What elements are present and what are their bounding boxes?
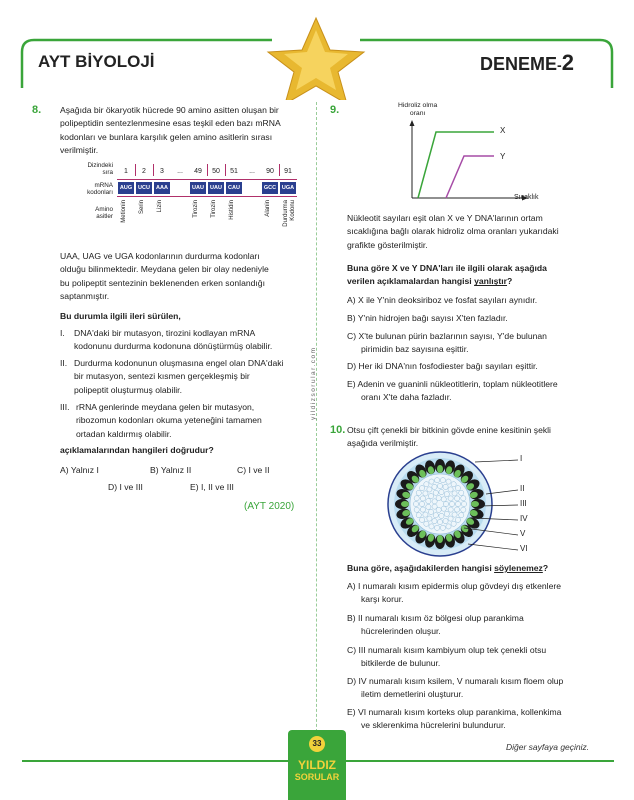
codon-column xyxy=(171,160,189,240)
graph-ylabel: Hidroliz olma xyxy=(398,102,438,109)
amino-acid-cell: Durdurma Kodonu xyxy=(283,200,296,227)
q10-ask: Buna göre, aşağıdakilerden hangisi söylenemez? xyxy=(347,563,549,573)
codon-cell: UGA xyxy=(280,182,296,194)
codon-column xyxy=(189,160,207,240)
order-cell: 51 xyxy=(230,168,238,175)
q8-option-a[interactable]: A) Yalnız I xyxy=(60,465,99,475)
next-page-note: Diğer sayfaya geçiniz. xyxy=(506,742,590,752)
codon-cell: UAU xyxy=(208,182,224,194)
amino-acid-cell: Tirozin xyxy=(211,200,217,218)
order-cell: 49 xyxy=(194,168,202,175)
q8-option-b[interactable]: B) Yalnız II xyxy=(150,465,192,475)
q10-option-b[interactable]: B) II numaralı kısım öz bölgesi olup parankima hücrelerinden oluşur. xyxy=(347,613,524,637)
codon-column xyxy=(225,160,243,240)
q10-stem: Otsu çift çenekli bir bitkinin gövde enine kesitinin şekli aşağıda verilmiştir. xyxy=(347,425,551,449)
q8-paragraph: UAA, UAG ve UGA kodonlarının durdurma kodonları olduğu bilinmektedir. Meydana gelen bir olay nedeniyle bu polipeptit sentezinin beklenenden erken sonlandığı saptanmıştır. xyxy=(60,251,269,301)
order-cell: 2 xyxy=(142,168,146,175)
q9-ask: Buna göre X ve Y DNA'ları ile ilgili olarak aşağıda verilen açıklamalardan hangisi yanlıştır? xyxy=(347,263,547,287)
amino-acid-cell: Alanin xyxy=(265,200,271,217)
question-number: 10. xyxy=(330,424,346,436)
q9-option-b[interactable]: B) Y'nin hidrojen bağı sayısı X'ten fazladır. xyxy=(347,313,508,323)
question-stem: Aşağıda bir ökaryotik hücrede 90 amino asitten oluşan bir polipeptidin sentezlenmesine esas teşkil eden bazı mRNA kodonları ve bunlara karşılık gelen amino asitlerin sırası verilmiştir. xyxy=(60,105,281,155)
q9-option-e[interactable]: E) Adenin ve guaninli nükleotitlerin, toplam nükleotitlere oranı X'te daha fazladır. xyxy=(347,379,558,403)
q10-option-a[interactable]: A) I numaralı kısım epidermis olup gövdeyi dış etkenlere karşı korur. xyxy=(347,581,561,605)
q9-option-d[interactable]: D) Her iki DNA'nın fosfodiester bağı sayıları eşittir. xyxy=(347,361,538,371)
question-number: 9. xyxy=(330,104,340,116)
order-cell: ... xyxy=(177,168,183,175)
series-x-label: X xyxy=(500,126,506,135)
q8-option-c[interactable]: C) I ve II xyxy=(237,465,270,475)
q10-option-d[interactable]: D) IV numaralı kısım ksilem, V numaralı kısım floem olup iletim demetlerini oluşturur. xyxy=(347,676,564,700)
amino-acid-cell: Metionin xyxy=(121,200,127,223)
q8-ask: açıklamalarından hangileri doğrudur? xyxy=(60,445,214,455)
question-number: 8. xyxy=(32,104,42,116)
codon-column xyxy=(135,160,153,240)
graph-xlabel: Sıcaklık xyxy=(514,194,539,201)
codon-column xyxy=(243,160,261,240)
column-divider xyxy=(316,102,317,752)
q9-stem: Nükleotit sayıları eşit olan X ve Y DNA'larının ortam sıcaklığına bağlı olarak hidroliz olma oranları yukarıdaki grafikte gösterilmiştir. xyxy=(347,213,559,250)
q10-option-e[interactable]: E) VI numaralı kısım korteks olup parankima, kollenkima ve sklerenkima hücrelerini bulundurur. xyxy=(347,707,562,731)
q8-option-d[interactable]: D) I ve III xyxy=(108,482,143,492)
codon-cell: CAU xyxy=(226,182,242,194)
statement-2: II. Durdurma kodonunun oluşmasına engel olan DNA'daki bir mutasyon, sentezi kısmen gerçekleşmiş bir polipeptit oluşturmuş olabilir. xyxy=(60,358,284,395)
codon-cell: AUG xyxy=(118,182,134,194)
series-y-line xyxy=(446,156,494,198)
pith-region xyxy=(410,474,470,534)
exam-title: DENEME-2 xyxy=(480,50,574,75)
order-cell: 50 xyxy=(212,168,220,175)
codon-cell: GCC xyxy=(262,182,278,194)
series-y-label: Y xyxy=(500,152,506,161)
codon-cell: AAA xyxy=(154,182,170,194)
page-number: 33 xyxy=(309,736,325,752)
q9-option-c[interactable]: C) X'te bulunan pürin bazlarının sayısı, Y'de bulunan pirimidin baz sayısına eşittir. xyxy=(347,331,547,355)
stem-cross-section: I II III IV V VI xyxy=(380,448,560,558)
codon-cell: UAU xyxy=(190,182,206,194)
side-url: yildizsorular.com xyxy=(310,346,317,420)
q10-option-c[interactable]: C) III numaralı kısım kambiyum olup tek çenekli otsu bitkilerde de bulunur. xyxy=(347,645,547,669)
codon-table: Dizindeki sıra mRNA kodonları Amino asitler 1 AUG Metionin 2 UCU Serin 3 AAA Lizin ... 49 UAU Tirozin 50 UAU Tirozin 51 CAU Histidin ... 90 GCC Alanin 91 UGA Durdurma Kodonu xyxy=(60,160,300,240)
codon-column xyxy=(207,160,225,240)
series-x-line xyxy=(418,132,494,198)
footer-logo: 33 YILDIZ SORULAR xyxy=(288,730,346,800)
q8-lead: Bu durumla ilgili ileri sürülen, xyxy=(60,311,181,321)
q9-option-a[interactable]: A) X ile Y'nin deoksiriboz ve fosfat sayıları aynıdır. xyxy=(347,295,538,305)
codon-column xyxy=(153,160,171,240)
amino-acid-cell: Tirozin xyxy=(193,200,199,218)
codon-cell: UCU xyxy=(136,182,152,194)
subject-title: AYT BİYOLOJİ xyxy=(38,52,155,71)
order-cell: 91 xyxy=(284,168,292,175)
codon-column xyxy=(261,160,279,240)
order-cell: 3 xyxy=(160,168,164,175)
hydrolysis-graph: Hidroliz olma oranı X Y Sıcaklık xyxy=(398,102,539,201)
codon-column xyxy=(117,160,135,240)
order-cell: 1 xyxy=(124,168,128,175)
amino-acid-cell: Lizin xyxy=(157,200,163,213)
codon-column xyxy=(279,160,297,240)
amino-acid-cell: Serin xyxy=(139,200,145,215)
source-label: (AYT 2020) xyxy=(244,501,295,512)
q8-option-e[interactable]: E) I, II ve III xyxy=(190,482,234,492)
order-cell: ... xyxy=(249,168,255,175)
statement-3: III. rRNA genlerinde meydana gelen bir mutasyon, ribozomun kodonları okuma yeteneğini tamamen ortadan kaldırmış olabilir. xyxy=(60,402,262,439)
order-cell: 90 xyxy=(266,168,274,175)
amino-acid-cell: Histidin xyxy=(229,200,235,220)
statement-1: I. DNA'daki bir mutasyon, tirozini kodlayan mRNA kodonunu durdurma kodonuna dönüştürmüş olabilir. xyxy=(60,328,273,352)
